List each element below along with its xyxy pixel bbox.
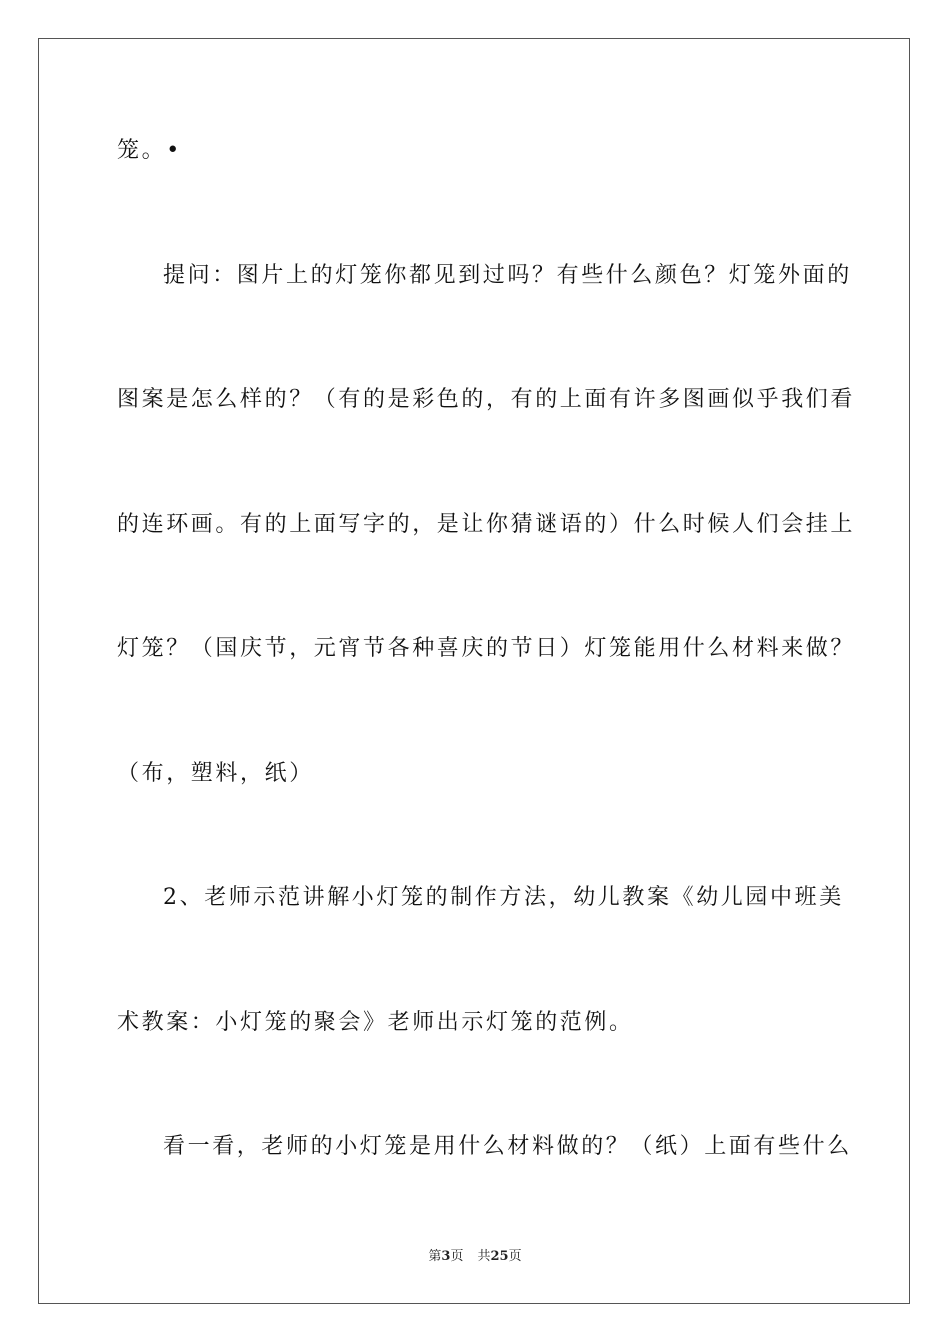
text-line-1: 笼。• — [117, 138, 182, 163]
text-line-7: 2、老师示范讲解小灯笼的制作方法，幼儿教案《幼儿园中班美 — [163, 885, 844, 910]
page-number: 3 — [441, 1249, 451, 1264]
text-line-6: （布，塑料，纸） — [117, 761, 314, 786]
page-prefix: 第 — [428, 1249, 442, 1264]
total-suffix: 页 — [508, 1249, 522, 1264]
page-footer — [0, 1248, 950, 1266]
text-line-4: 的连环画。有的上面写字的，是让你猜谜语的）什么时候人们会挂上 — [117, 512, 856, 537]
text-line-9: 看一看，老师的小灯笼是用什么材料做的？（纸）上面有些什么 — [163, 1134, 852, 1159]
text-line-8: 术教案：小灯笼的聚会》老师出示灯笼的范例。 — [117, 1010, 634, 1035]
text-line-2: 提问：图片上的灯笼你都见到过吗？有些什么颜色？灯笼外面的 — [163, 263, 852, 288]
page-suffix: 页 — [450, 1249, 464, 1264]
total-prefix: 共 — [477, 1249, 491, 1264]
page-border — [38, 38, 910, 1304]
text-line-5: 灯笼？（国庆节，元宵节各种喜庆的节日）灯笼能用什么材料来做？ — [117, 636, 856, 661]
total-pages: 25 — [490, 1249, 509, 1264]
text-line-3: 图案是怎么样的？（有的是彩色的，有的上面有许多图画似乎我们看 — [117, 387, 856, 412]
